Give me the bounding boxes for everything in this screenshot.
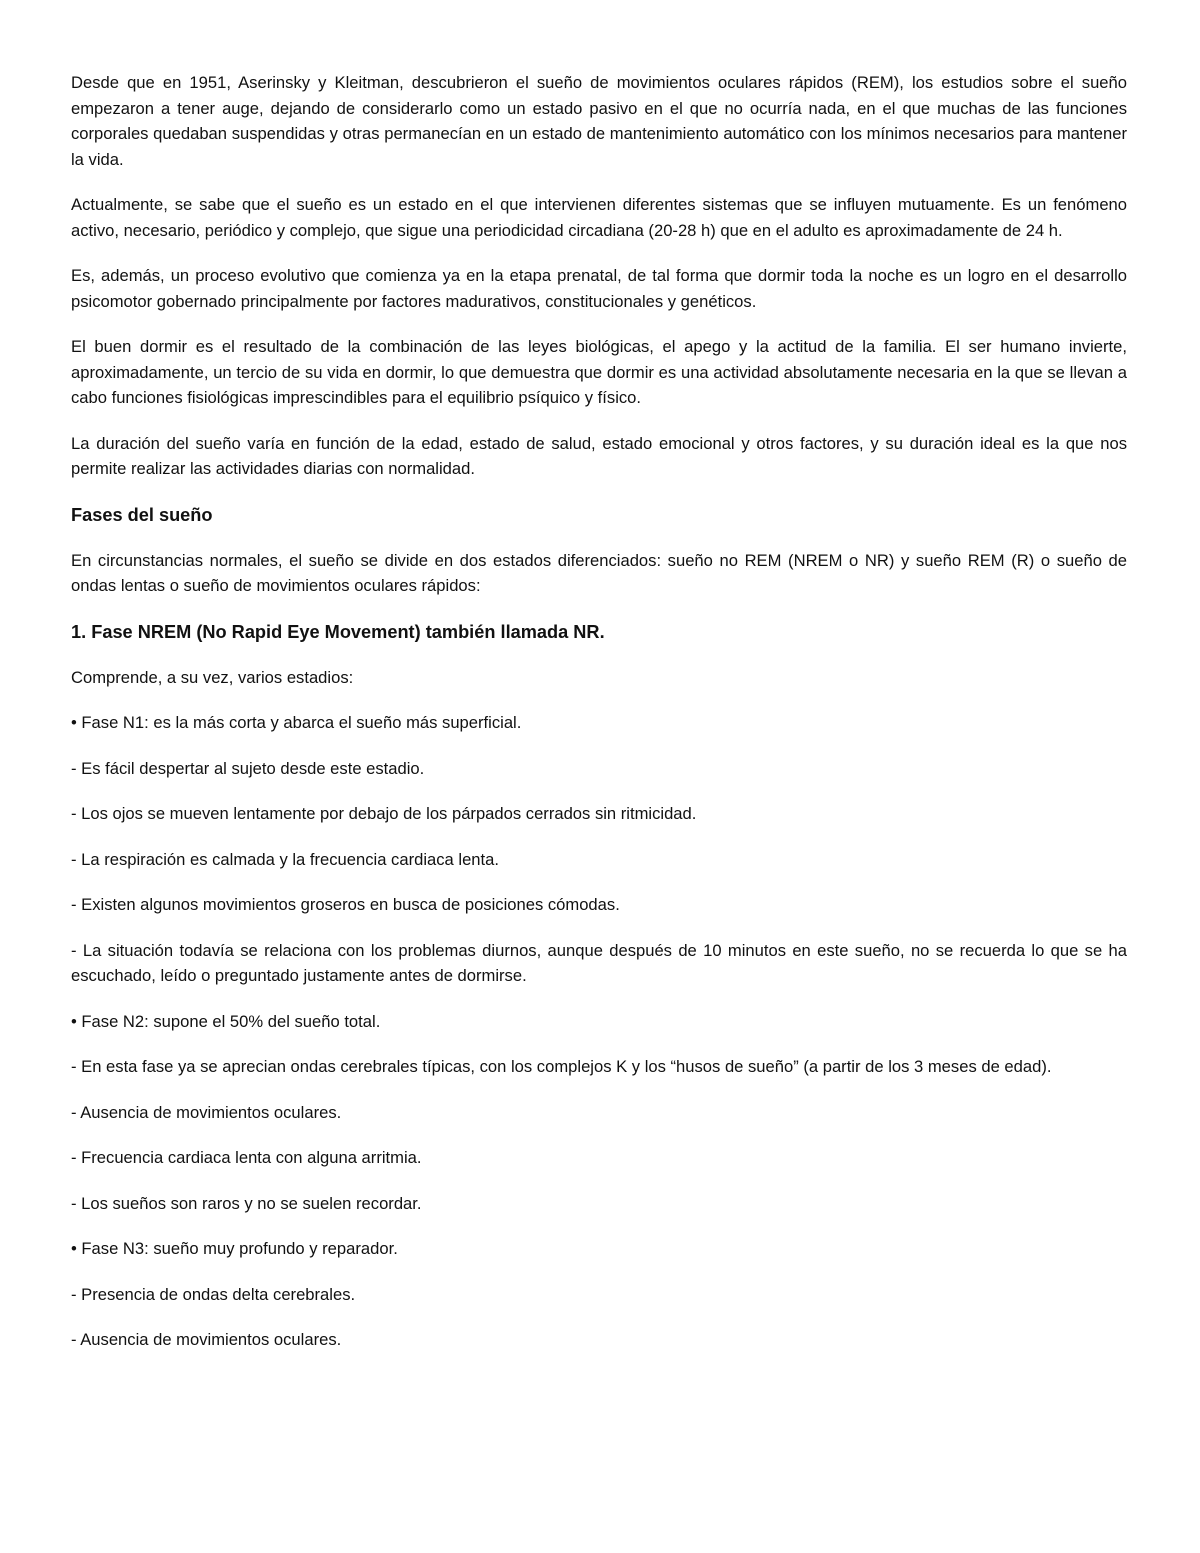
list-item: - Ausencia de movimientos oculares. [71,1102,342,1122]
paragraph-sleep-states-intro: En circunstancias normales, el sueño se divide en dos estados diferenciados: sueño no REM (NREM o NR) y sueño REM (R) o sueño de ondas lentas o sueño de movimientos oculares rápidos: [71,550,1127,595]
paragraph-rem-history: Desde que en 1951, Aserinsky y Kleitman, descubrieron el sueño de movimientos oculares rápidos (REM), los estudios sobre el sueño empezaron a tener auge, dejando de considerarlo como un estado pasivo en el que no ocurría nada, en el que muchas de las funciones corporales quedaban suspendidas y otras permanecían en un estado de mantenimiento automático con los mínimos necesarios para mantener la vida. [71,73,1127,169]
list-item: - La respiración es calmada y la frecuencia cardiaca lenta. [71,849,499,869]
paragraph-good-sleep: El buen dormir es el resultado de la combinación de las leyes biológicas, el apego y la actitud de la familia. El ser humano invierte, aproximadamente, un tercio de su vida en dormir, lo que demuestra que dormir es una actividad absolutamente necesaria en la que se llevan a cabo funciones fisiológicas imprescindibles para el equilibrio psíquico y físico. [71,337,1127,407]
list-item: - Ausencia de movimientos oculares. [71,1330,342,1349]
list-item: - Presencia de ondas delta cerebrales. [71,1284,356,1304]
section-heading: Fases del sueño [71,504,213,525]
list-item: • Fase N2: supone el 50% del sueño total. [71,1011,381,1031]
list-item: - La situación todavía se relaciona con los problemas diurnos, aunque después de 10 minutos en este sueño, no se recuerda lo que se ha escuchado, leído o preguntado justamente antes de dormirse. [71,940,1127,985]
document-page [71,70,1127,1373]
subsection-heading-nrem: 1. Fase NREM (No Rapid Eye Movement) también llamada NR. [71,621,605,642]
paragraph-sleep-duration: La duración del sueño varía en función de la edad, estado de salud, estado emocional y otros factores, y su duración ideal es la que nos permite realizar las actividades diarias con normalidad. [71,433,1127,478]
paragraph-evolutive-process: Es, además, un proceso evolutivo que comienza ya en la etapa prenatal, de tal forma que dormir toda la noche es un logro en el desarrollo psicomotor gobernado principalmente por factores madurativos, constitucionales y genéticos. [71,266,1127,311]
paragraph-sleep-state: Actualmente, se sabe que el sueño es un estado en el que intervienen diferentes sistemas que se influyen mutuamente. Es un fenómeno activo, necesario, periódico y complejo, que sigue una periodicidad circadiana (20-28 h) que en el adulto es aproximadamente de 24 h. [71,195,1127,240]
list-item: - Existen algunos movimientos groseros en busca de posiciones cómodas. [71,895,620,914]
list-item: - En esta fase ya se aprecian ondas cerebrales típicas, con los complejos K y los “husos de sueño” (a partir de los 3 meses de edad). [71,1057,1052,1076]
list-item: - Los sueños son raros y no se suelen recordar. [71,1193,422,1213]
paragraph-stages-intro: Comprende, a su vez, varios estadios: [71,667,354,687]
list-item: - Frecuencia cardiaca lenta con alguna arritmia. [71,1148,422,1167]
list-item: - Los ojos se mueven lentamente por debajo de los párpados cerrados sin ritmicidad. [71,804,697,823]
list-item: • Fase N1: es la más corta y abarca el sueño más superficial. [71,713,522,732]
list-item: • Fase N3: sueño muy profundo y reparador. [71,1239,398,1258]
list-item: - Es fácil despertar al sujeto desde este estadio. [71,758,425,778]
